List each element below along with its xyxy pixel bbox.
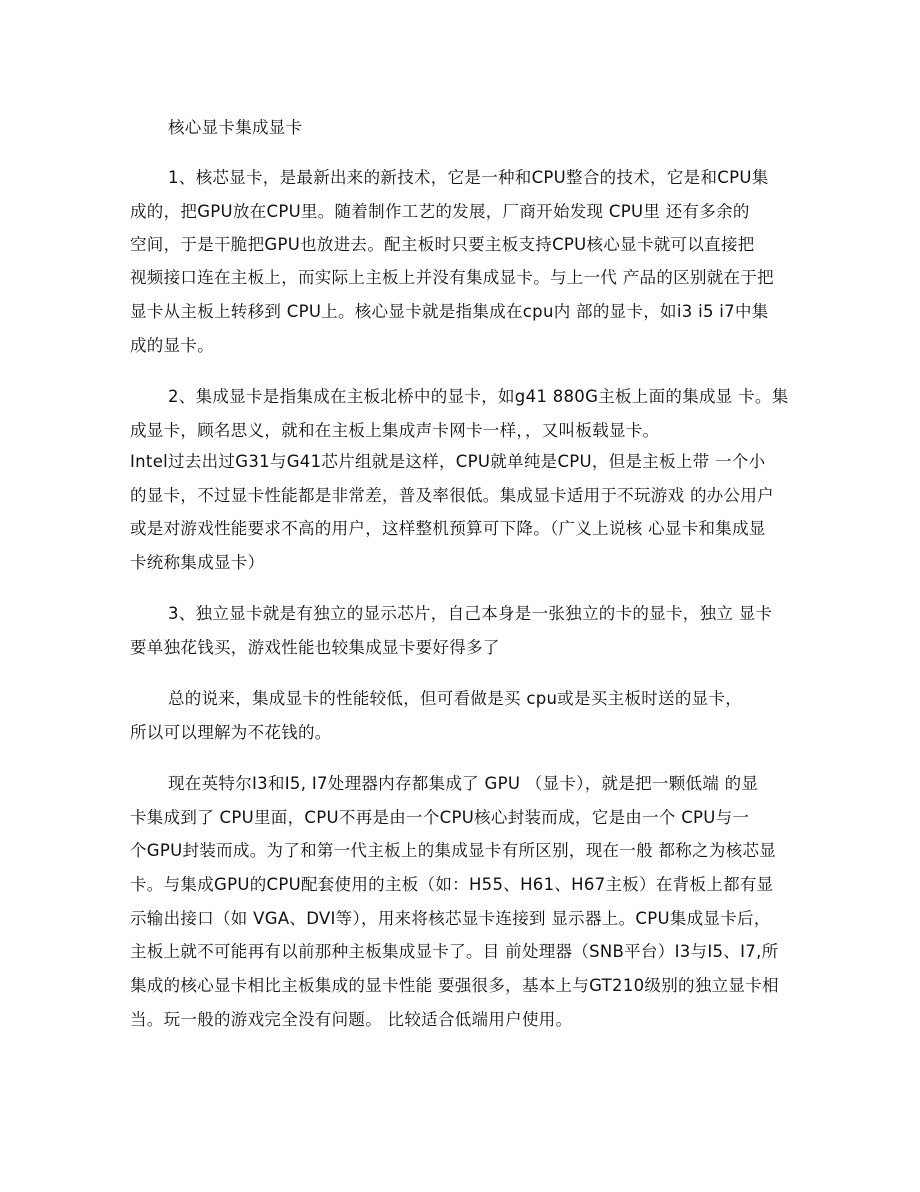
paragraph-1-line-1: 1、核芯显卡，是最新出来的新技术，它是一种和CPU整合的技术，它是和CPU集 (168, 168, 769, 187)
paragraph-5-line-5: 示输出接口（如 VGA、DVI等），用来将核芯显卡连接到 显示器上。CPU集成显卡后， (130, 909, 771, 928)
paragraph-5-line-7: 集成的核心显卡相比主板集成的显卡性能 要强很多，基本上与GT210级别的独立显卡相 (130, 976, 779, 995)
paragraph-2-line-6: 卡统称集成显卡） (130, 553, 265, 572)
paragraph-5-line-6: 主板上就不可能再有以前那种主板集成显卡了。目 前处理器（SNB平台）I3与I5、I7,所 (130, 942, 779, 961)
paragraph-4-line-1: 总的说来，集成显卡的性能较低，但可看做是买 cpu或是买主板时送的显卡， (168, 689, 743, 708)
paragraph-2-line-2: 成显卡，顾名思义，就和在主板上集成声卡网卡一样，，又叫板载显卡。 (130, 421, 660, 440)
paragraph-5-line-4: 卡。与集成GPU的CPU配套使用的主板（如：H55、H61、H67主板）在背板上都有显 (130, 875, 774, 894)
document-title: 核心显卡集成显卡 (168, 118, 303, 137)
paragraph-2-line-3: Intel过去出过G31与G41芯片组就是这样，CPU就单纯是CPU，但是主板上带 一个小 (130, 452, 766, 471)
paragraph-3-line-1: 3、独立显卡就是有独立的显示芯片，自己本身是一张独立的卡的显卡，独立 显卡 (168, 604, 773, 623)
paragraph-2-line-5: 或是对游戏性能要求不高的用户，这样整机预算可下降。（广义上说核 心显卡和集成显 (130, 519, 766, 538)
paragraph-5-line-2: 卡集成到了 CPU里面，CPU不再是由一个CPU核心封装而成，它是由一个 CPU与一 (130, 808, 750, 827)
paragraph-5-line-1: 现在英特尔I3和I5, I7处理器内存都集成了 GPU （显卡），就是把一颗低端 的显 (168, 774, 759, 793)
paragraph-1-line-4: 视频接口连在主板上，而实际上主板上并没有集成显卡。与上一代 产品的区别就在于把 (130, 268, 774, 287)
paragraph-1-line-5: 显卡从主板上转移到 CPU上。核心显卡就是指集成在cpu内 部的显卡，如i3 i5 i7中集 (130, 302, 769, 321)
paragraph-5-line-3: 个GPU封装而成。为了和第一代主板上的集成显卡有所区别，现在一般 都称之为核芯显 (130, 841, 777, 860)
paragraph-2-line-1: 2、集成显卡是指集成在主板北桥中的显卡，如g41 880G主板上面的集成显 卡。集 (168, 387, 789, 406)
paragraph-5-line-8: 当。玩一般的游戏完全没有问题。 比较适合低端用户使用。 (130, 1010, 573, 1029)
paragraph-1-line-6: 成的显卡。 (130, 336, 214, 355)
paragraph-1-line-2: 成的，把GPU放在CPU里。随着制作工艺的发展，厂商开始发现 CPU里 还有多余的 (130, 202, 750, 221)
paragraph-2-line-4: 的显卡，不过显卡性能都是非常差，普及率很低。集成显卡适用于不玩游戏 的办公用户 (130, 486, 774, 505)
paragraph-1-line-3: 空间，于是干脆把GPU也放进去。配主板时只要主板支持CPU核心显卡就可以直接把 (130, 235, 755, 254)
paragraph-3-line-2: 要单独花钱买，游戏性能也较集成显卡要好得多了 (130, 638, 500, 657)
paragraph-4-line-2: 所以可以理解为不花钱的。 (130, 723, 332, 742)
